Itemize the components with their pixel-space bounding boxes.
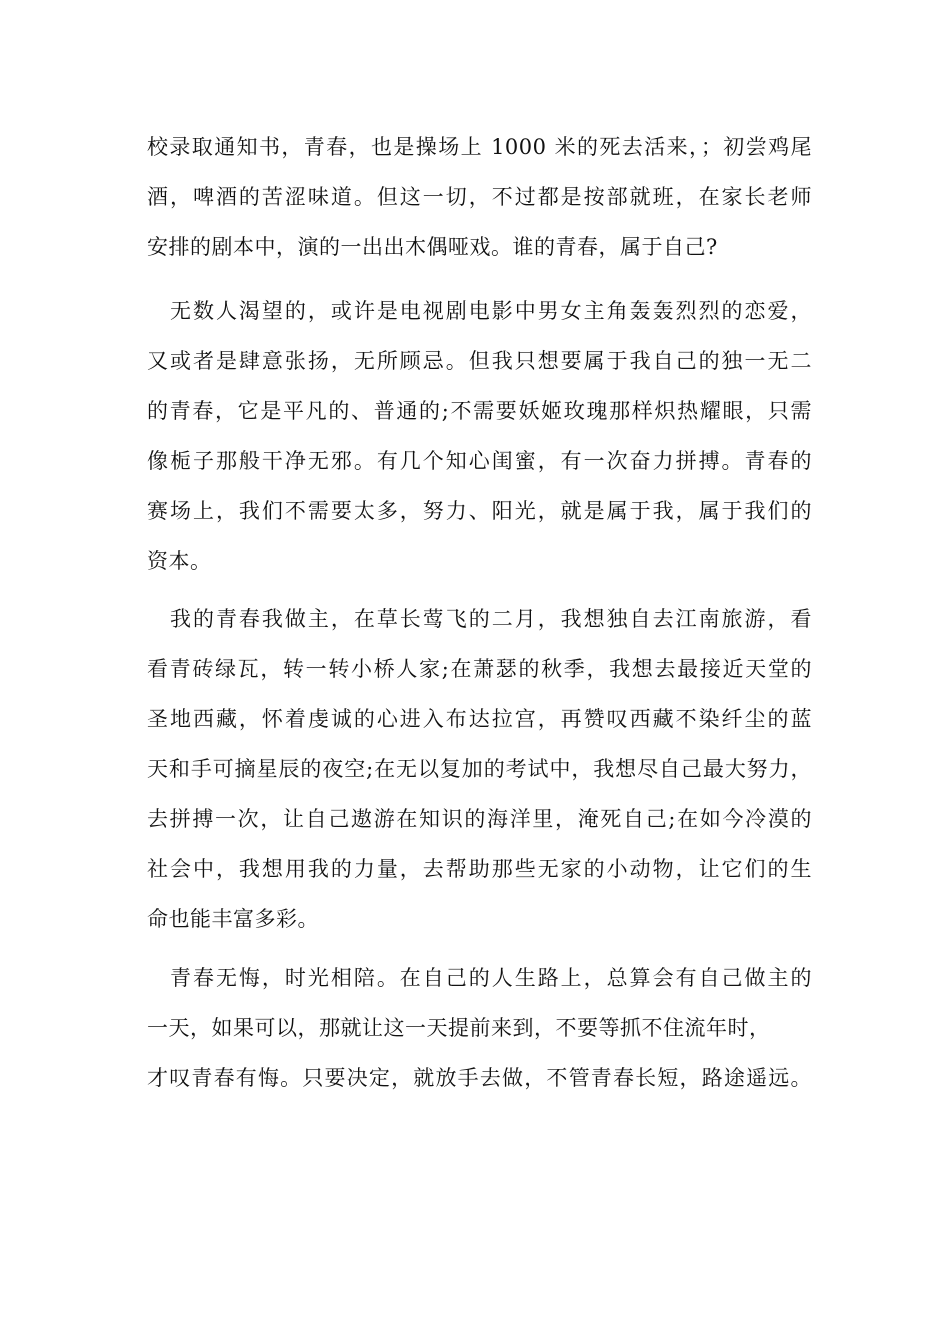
text-line: 去拼搏一次，让自己遨游在知识的海洋里，淹死自己;在如今冷漠的 — [147, 807, 812, 831]
text-line: 社会中，我想用我的力量，去帮助那些无家的小动物，让它们的生 — [147, 857, 812, 881]
text-line: 的青春，它是平凡的、普通的;不需要妖姬玫瑰那样炽热耀眼，只需 — [147, 399, 812, 423]
text-line: 资本。 — [147, 549, 212, 573]
paragraph-3 — [147, 594, 812, 944]
paragraph-4 — [147, 953, 812, 1103]
paragraph-2 — [147, 286, 812, 586]
text-line: 像栀子那般干净无邪。有几个知心闺蜜，有一次奋力拼搏。青春的 — [147, 449, 812, 473]
text-line: 校录取通知书，青春，也是操场上 1000 米的死去活来，；初尝鸡尾 — [147, 135, 812, 159]
text-line: 看青砖绿瓦，转一转小桥人家;在萧瑟的秋季，我想去最接近天堂的 — [147, 657, 812, 681]
text-line: 青春无悔，时光相陪。在自己的人生路上，总算会有自己做主的 — [147, 966, 812, 990]
text-line: 命也能丰富多彩。 — [147, 907, 319, 931]
text-line: 又或者是肆意张扬，无所顾忌。但我只想要属于我自己的独一无二 — [147, 349, 812, 373]
text-line: 才叹青春有悔。只要决定，就放手去做，不管青春长短，路途遥远。 — [147, 1066, 812, 1090]
text-line: 圣地西藏，怀着虔诚的心进入布达拉宫，再赞叹西藏不染纤尘的蓝 — [147, 707, 812, 731]
text-line: 赛场上，我们不需要太多，努力、阳光，就是属于我，属于我们的 — [147, 499, 812, 523]
text-line: 我的青春我做主，在草长莺飞的二月，我想独自去江南旅游，看 — [147, 607, 812, 631]
paragraph-1 — [147, 122, 812, 272]
text-line: 酒，啤酒的苦涩味道。但这一切，不过都是按部就班，在家长老师 — [147, 185, 812, 209]
text-line: 无数人渴望的，或许是电视剧电影中男女主角轰轰烈烈的恋爱， — [147, 299, 812, 323]
text-line: 安排的剧本中，演的一出出木偶哑戏。谁的青春，属于自己? — [147, 235, 718, 259]
text-line: 一天，如果可以，那就让这一天提前来到，不要等抓不住流年时， — [147, 1016, 771, 1040]
text-line: 天和手可摘星辰的夜空;在无以复加的考试中，我想尽自己最大努力， — [147, 757, 812, 781]
